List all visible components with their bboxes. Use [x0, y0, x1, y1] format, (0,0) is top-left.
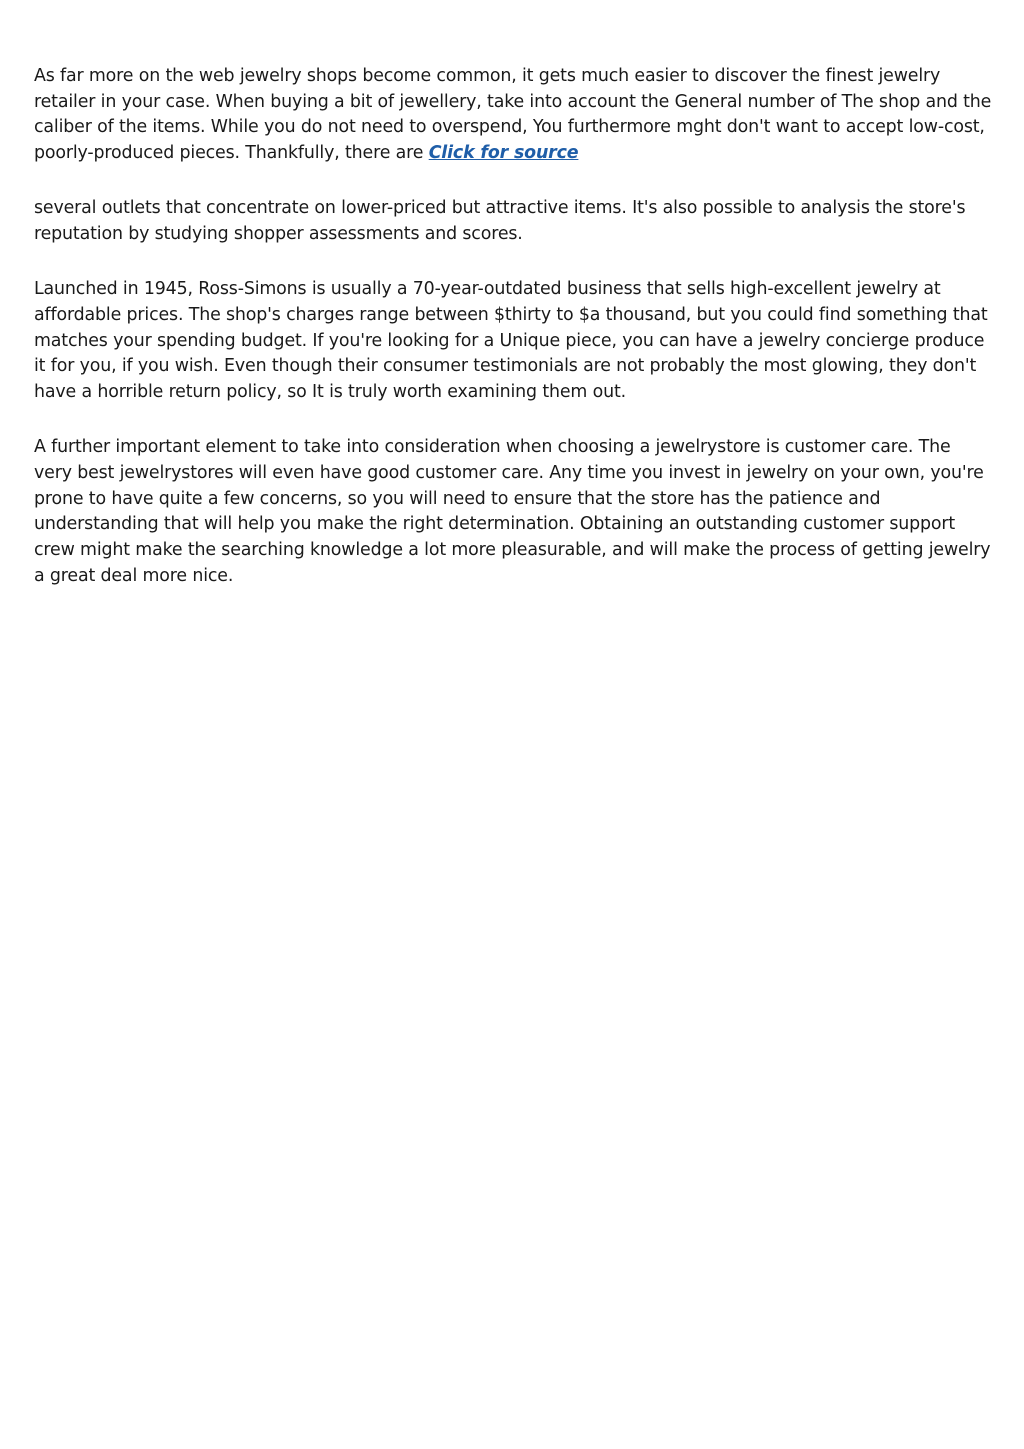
source-link[interactable]: Click for source: [428, 143, 579, 164]
paragraph-3: Launched in 1945, Ross-Simons is usually a 70-year-outdated business that sells high-excellent jewelry at affordable prices. The shop's charges range between $thirty to $a thousand, but you could find something that matches your spending budget. If you're looking for a Unique piece, you can have a jewelry concierge produce it for you, if you wish. Even though their consumer testimonials are not probably the most glowing, they don't have a horrible return policy, so It is truly worth examining them out.: [34, 279, 988, 403]
paragraph-4: A further important element to take into consideration when choosing a jewelrystore is customer care. The very best jewelrystores will even have good customer care. Any time you invest in jewelry on your own, you're prone to have quite a few concerns, so you will need to ensure that the store has the patience and understanding that will help you make the right determination. Obtaining an outstanding customer support crew might make the searching knowledge a lot more pleasurable, and will make the process of getting jewelry a great deal more nice.: [34, 437, 991, 586]
paragraph-1: [34, 64, 992, 167]
paragraph-1-text: As far more on the web jewelry shops become common, it gets much easier to discover the finest jewelry retailer in your case. When buying a bit of jewellery, take into account the General number of The shop and the caliber of the items. While you do not need to overspend, You furthermore mght don't want to accept low-cost, poorly-produced pieces. Thankfully, there are: [34, 66, 992, 164]
paragraph-2: several outlets that concentrate on lower-priced but attractive items. It's also possible to analysis the store's reputation by studying shopper assessments and scores.: [34, 198, 966, 245]
document-page: [34, 64, 992, 619]
